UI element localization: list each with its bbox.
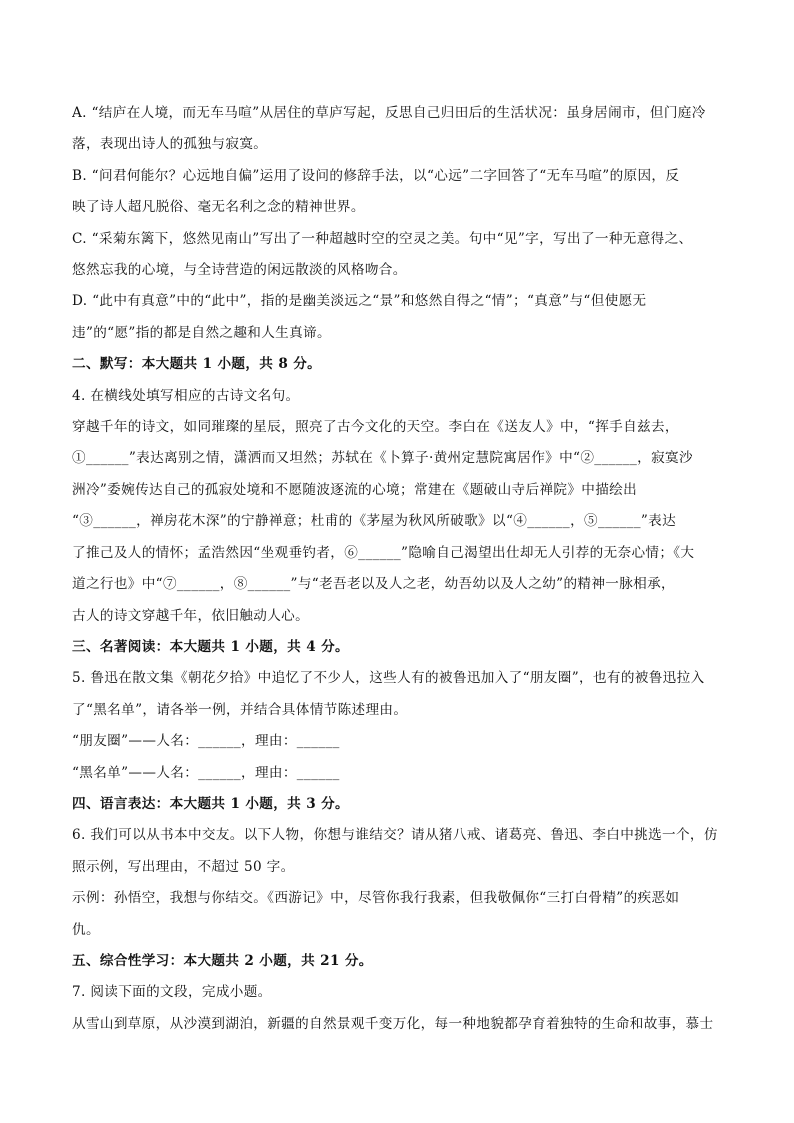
text-line: 6. 我们可以从书本中交友。以下人物，你想与谁结交？请从猪八戒、诸葛亮、鲁迅、李白中挑选一个，仿 (72, 827, 718, 844)
section-heading: 五、综合性学习：本大题共 2 小题，共 21 分。 (72, 952, 373, 969)
section-heading: 四、语言表达：本大题共 1 小题，共 3 分。 (72, 795, 349, 812)
text-line: 7. 阅读下面的文段，完成小题。 (72, 984, 272, 1001)
text-line: 示例：孙悟空，我想与你结交。《西游记》中，尽管你我行我素，但我敬佩你“三打白骨精”的疾恶如 (72, 890, 680, 907)
text-line: 了推己及人的情怀；孟浩然因“坐观垂钓者，⑥______”隐喻自己渴望出仕却无人引荐的无奈心情；《大 (72, 544, 695, 561)
text-line: 古人的诗文穿越千年，依旧触动人心。 (72, 607, 310, 624)
text-line: “③______，禅房花木深”的宁静禅意；杜甫的《茅屋为秋风所破歌》以“④______，⑤______”表达 (72, 513, 677, 530)
text-line: 映了诗人超凡脱俗、毫无名利之念的精神世界。 (72, 199, 365, 216)
text-line: 悠然忘我的心境，与全诗营造的闲远散淡的风格吻合。 (72, 262, 407, 279)
text-line: 4. 在横线处填写相应的古诗文名句。 (72, 387, 300, 404)
text-line: 穿越千年的诗文，如同璀璨的星辰，照亮了古今文化的天空。李白在《送友人》中，“挥手自兹去， (72, 419, 679, 436)
text-line: 了“黑名单”，请各举一例，并结合具体情节陈述理由。 (72, 701, 408, 718)
text-line: B. “问君何能尔？心远地自偏”运用了设问的修辞手法，以“心远”二字回答了“无车马喧”的原因，反 (72, 167, 680, 184)
text-line: C. “采菊东篱下，悠然见南山”写出了一种超越时空的空灵之美。句中“见”字，写出了一种无意得之、 (72, 230, 693, 247)
text-line: ①______”表达离别之情，潇洒而又坦然；苏轼在《卜算子·黄州定慧院寓居作》中“②______，寂寞沙 (72, 450, 693, 467)
text-line: 从雪山到草原，从沙漠到湖泊，新疆的自然景观千变万化，每一种地貌都孕育着独特的生命和故事，慕士 (72, 1015, 714, 1032)
text-line: A. “结庐在人境，而无车马喧”从居住的草庐写起，反思自己归田后的生活状况：虽身居闹市，但门庭冷 (72, 105, 706, 121)
text-line: “黑名单”——人名：______，理由：______ (72, 764, 340, 781)
text-line: 洲冷”委婉传达自己的孤寂处境和不愿随波逐流的心境；常建在《题破山寺后禅院》中描绘出 (72, 481, 638, 498)
section-heading: 三、名著阅读：本大题共 1 小题，共 4 分。 (72, 638, 349, 655)
text-line: 道之行也》中“⑦______，⑧______”与“老吾老以及人之老，幼吾幼以及人之幼”的精神一脉相承， (72, 576, 675, 593)
text-line: 违”的“愿”指的都是自然之趣和人生真谛。 (72, 324, 331, 341)
text-line: D. “此中有真意”中的“此中”，指的是幽美淡远之“景”和悠然自得之“情”；“真意”与“但使愿无 (72, 293, 647, 310)
text-line: 落，表现出诗人的孤独与寂寞。 (72, 136, 268, 153)
text-line: “朋友圈”——人名：______，理由：______ (72, 733, 340, 750)
text-line: 仇。 (72, 921, 100, 938)
section-heading: 二、默写：本大题共 1 小题，共 8 分。 (72, 356, 322, 373)
text-line: 照示例，写出理由，不超过 50 字。 (72, 858, 295, 875)
document-body (72, 98, 722, 1040)
text-line: 5. 鲁迅在散文集《朝花夕拾》中追忆了不少人，这些人有的被鲁迅加入了“朋友圈”，也有的被鲁迅拉入 (72, 670, 705, 687)
